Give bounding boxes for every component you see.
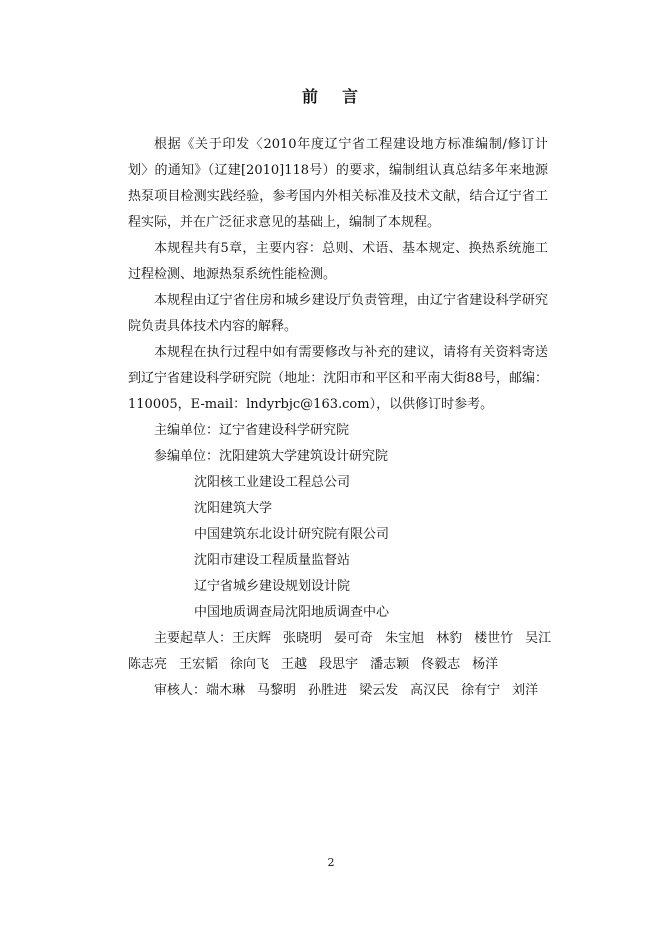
reviewers-line (128, 678, 548, 704)
drafter-name: 楼世竹 (474, 631, 514, 646)
drafter-name: 林豹 (436, 631, 463, 646)
title-part-1: 前 (301, 87, 320, 106)
drafter-name: 晏可奇 (334, 631, 374, 646)
drafter-name: 王宏韬 (179, 657, 219, 672)
reviewer-name: 梁云发 (359, 683, 399, 698)
drafters-line-1 (128, 626, 552, 652)
participant-unit: 沈阳建筑大学 (194, 501, 273, 516)
drafter-name: 王庆辉 (232, 631, 272, 646)
participant-unit: 沈阳建筑大学建筑设计研究院 (219, 449, 389, 464)
participants-label: 参编单位： (154, 449, 220, 464)
participant-unit-row (128, 444, 548, 470)
paragraph-feedback: 本规程在执行过程中如有需要修改与补充的建议，请将有关资料寄送到辽宁省建设科学研究院（地址：沈阳市和平区和平南大街88号，邮编：110005，E-mail：lndyrbjc@163.com），以供修订时参考。 (128, 345, 548, 412)
drafter-name: 段思宇 (319, 657, 359, 672)
drafter-name: 张晓明 (283, 631, 323, 646)
drafters-label: 主要起草人： (154, 631, 233, 646)
paragraph-basis: 根据《关于印发〈2010年度辽宁省工程建设地方标准编制/修订计划〉的通知》（辽建[2010]118号）的要求，编制组认真总结多年来地源热泵项目检测实践经验，参考国内外相关标准及技术文献，结合辽宁省工程实际，并在广泛征求意见的基础上，编制了本规程。 (128, 137, 548, 230)
drafters-line-2 (128, 652, 548, 678)
participant-unit: 沈阳市建设工程质量监督站 (194, 553, 351, 568)
drafter-name: 王越 (281, 657, 308, 672)
reviewers-label: 审核人： (154, 683, 207, 698)
title-part-2: 言 (342, 87, 361, 106)
paragraph-contents: 本规程共有5章，主要内容：总则、术语、基本规定、换热系统施工过程检测、地源热泵系统性能检测。 (128, 241, 548, 282)
page-title (0, 84, 662, 107)
participant-unit: 沈阳核工业建设工程总公司 (194, 475, 351, 490)
page-number: 2 (327, 856, 335, 869)
drafter-name: 潘志颖 (370, 657, 410, 672)
reviewer-name: 刘洋 (512, 683, 539, 698)
participant-unit: 中国地质调查局沈阳地质调查中心 (194, 605, 390, 620)
chief-editor-unit: 主编单位：辽宁省建设科学研究院 (154, 423, 350, 438)
drafter-name: 徐向飞 (230, 657, 270, 672)
drafter-name: 陈志亮 (128, 657, 168, 672)
participant-unit: 中国建筑东北设计研究院有限公司 (194, 527, 390, 542)
drafter-name: 吴江 (525, 631, 552, 646)
drafter-name: 佟毅志 (421, 657, 461, 672)
reviewer-name: 孙胜进 (308, 683, 348, 698)
participant-unit: 辽宁省城乡建设规划设计院 (194, 579, 351, 594)
drafter-name: 杨洋 (472, 657, 499, 672)
paragraph-management: 本规程由辽宁省住房和城乡建设厅负责管理，由辽宁省建设科学研究院负责具体技术内容的解释。 (128, 293, 548, 334)
reviewer-name: 徐有宁 (461, 683, 501, 698)
reviewer-name: 端木琳 (206, 683, 246, 698)
reviewer-name: 马黎明 (257, 683, 297, 698)
drafter-name: 朱宝旭 (385, 631, 425, 646)
preface-body (128, 132, 552, 704)
reviewer-name: 高汉民 (410, 683, 450, 698)
